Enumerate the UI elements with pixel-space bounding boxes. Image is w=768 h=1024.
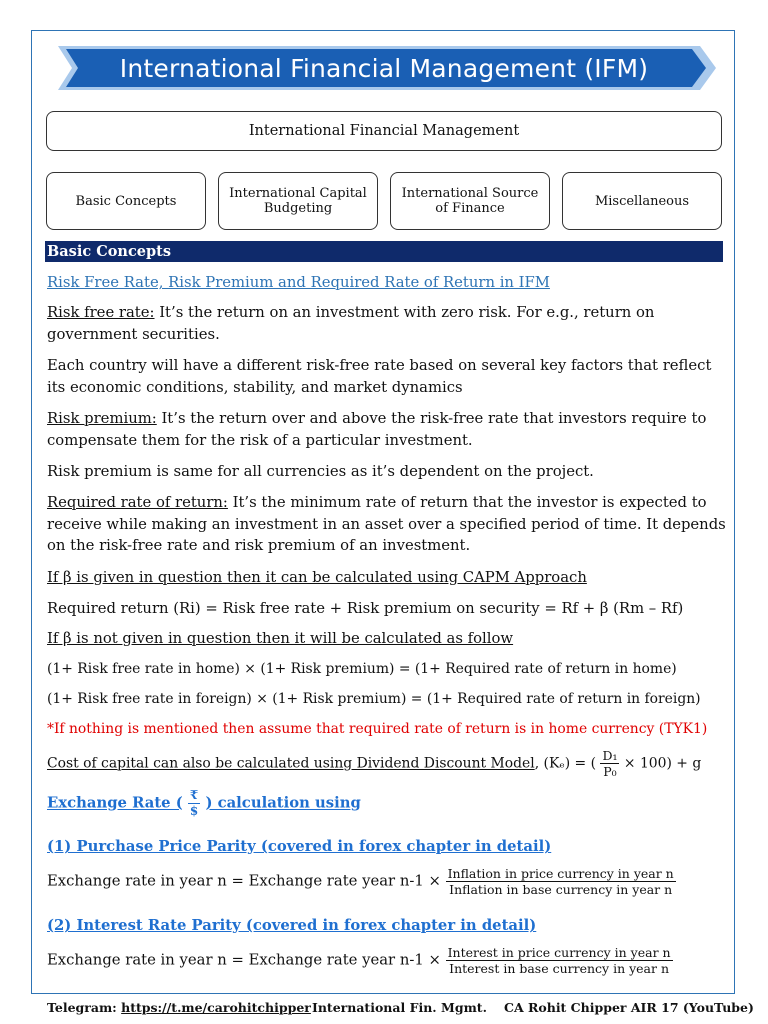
exrate-numerator: ₹ <box>189 788 199 802</box>
ddm-numerator: D₁ <box>602 748 618 763</box>
exrate-suffix: ) calculation using <box>205 794 361 812</box>
ppp-fraction <box>446 866 676 897</box>
para-required-return <box>47 492 727 557</box>
irp-lhs: Exchange rate in year n = Exchange rate year n-1 × <box>47 951 441 969</box>
term-risk-free-rate: Risk free rate: <box>47 304 155 321</box>
irp-denominator: Interest in base currency in year n <box>449 961 670 976</box>
exrate-denominator: $ <box>189 804 199 818</box>
nav-miscellaneous[interactable]: Miscellaneous <box>562 172 722 230</box>
footer-telegram-label: Telegram: <box>47 1000 122 1015</box>
exchange-rate-heading[interactable] <box>47 788 727 819</box>
irp-fraction <box>446 945 673 976</box>
exrate-prefix: Exchange Rate ( <box>47 794 183 812</box>
beta-given-heading: If β is given in question then it can be calculated using CAPM Approach <box>47 569 587 586</box>
nav-basic-concepts[interactable]: Basic Concepts <box>46 172 206 230</box>
section-header: Basic Concepts <box>45 241 723 262</box>
home-currency-note: *If nothing is mentioned then assume that required rate of return is in home currency (TYK1) <box>47 721 708 737</box>
capm-formula: Required return (Ri) = Risk free rate + Risk premium on security = Rf + β (Rm – Rf) <box>47 600 684 617</box>
irp-heading[interactable]: (2) Interest Rate Parity (covered in forex chapter in detail) <box>47 917 537 934</box>
ddm-fraction <box>600 748 619 779</box>
ddm-denominator: P₀ <box>603 764 617 779</box>
foreign-formula: (1+ Risk free rate in foreign) × (1+ Risk premium) = (1+ Required rate of return in foreign) <box>47 691 701 707</box>
page-title: International Financial Management (IFM) <box>119 53 649 83</box>
beta-not-given-heading: If β is not given in question then it will be calculated as follow <box>47 630 514 647</box>
footer-telegram <box>47 1000 311 1015</box>
ppp-lhs: Exchange rate in year n = Exchange rate year n-1 × <box>47 872 441 890</box>
nav-source-of-finance[interactable]: International Source of Finance <box>390 172 550 230</box>
para-premium-same: Risk premium is same for all currencies as it’s dependent on the project. <box>47 463 594 480</box>
ddm-text: Cost of capital can also be calculated using Dividend Discount Model <box>47 755 535 772</box>
ppp-numerator: Inflation in price currency in year n <box>447 866 674 881</box>
text-risk-premium: It’s the return over and above the risk-free rate that investors require to compensate them for the risk of a particular investment. <box>47 410 707 449</box>
irp-formula <box>47 945 727 976</box>
heading-risk-rates[interactable]: Risk Free Rate, Risk Premium and Required Rate of Return in IFM <box>47 274 550 291</box>
para-risk-free-rate <box>47 302 727 345</box>
term-required-return: Required rate of return: <box>47 494 228 511</box>
footer-author: CA Rohit Chipper AIR 17 (YouTube) <box>504 1000 754 1015</box>
ddm-formula <box>47 748 727 779</box>
text-risk-free-rate: It’s the return on an investment with zero risk. For e.g., return on government securities. <box>47 304 655 343</box>
topic-box: International Financial Management <box>46 111 722 151</box>
para-country-rates: Each country will have a different risk-free rate based on several key factors that reflect its economic conditions, stability, and market dynamics <box>47 357 712 396</box>
ppp-denominator: Inflation in base currency in year n <box>449 882 673 897</box>
ppp-formula <box>47 866 727 897</box>
ppp-heading[interactable]: (1) Purchase Price Parity (covered in forex chapter in detail) <box>47 838 552 855</box>
text-required-return: It’s the minimum rate of return that the investor is expected to receive while making an investment in an asset over a specified period of time. It depends on the risk-free rate and risk premium of an investment. <box>47 494 726 554</box>
ddm-lhs: , (Kₑ) = ( <box>534 755 597 772</box>
nav-capital-budgeting[interactable]: International Capital Budgeting <box>218 172 378 230</box>
para-risk-premium <box>47 408 727 451</box>
ddm-rhs: × 100) + g <box>623 755 702 772</box>
footer-subject: International Fin. Mgmt. <box>312 1000 487 1015</box>
term-risk-premium: Risk premium: <box>47 410 157 427</box>
home-formula: (1+ Risk free rate in home) × (1+ Risk premium) = (1+ Required rate of return in home) <box>47 661 677 677</box>
exrate-fraction <box>188 788 200 819</box>
footer-telegram-link[interactable]: https://t.me/carohitchipper <box>121 1000 311 1015</box>
irp-numerator: Interest in price currency in year n <box>447 945 671 960</box>
